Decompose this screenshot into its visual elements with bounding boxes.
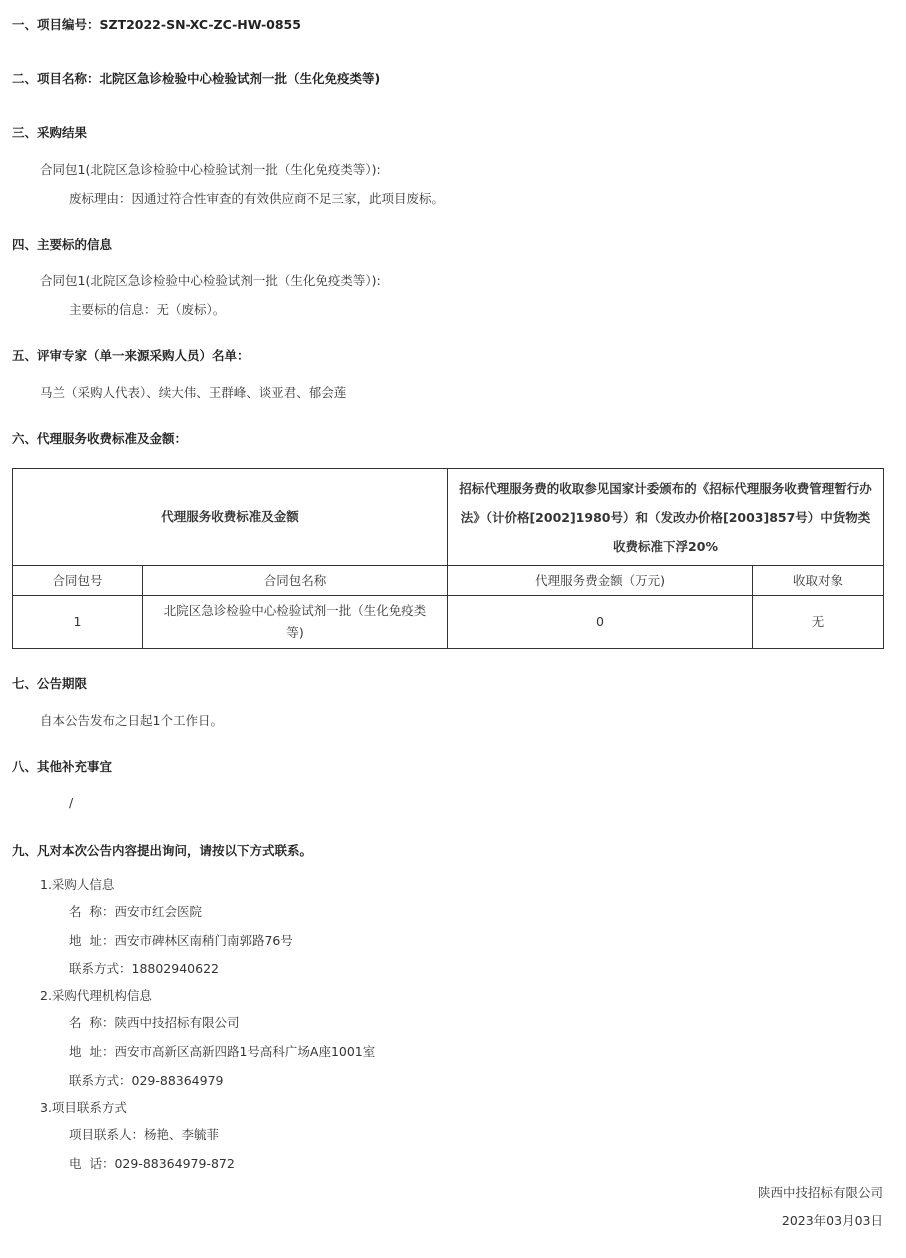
procurement-result-heading: 三、采购结果	[12, 125, 88, 140]
result-package-line: 合同包1(北院区急诊检验中心检验试剂一批（生化免疫类等）):	[40, 162, 381, 177]
agency-name: 名 称：陕西中技招标有限公司	[69, 1015, 240, 1030]
header-package-number: 合同包号	[13, 566, 143, 596]
notice-period-heading: 七、公告期限	[12, 676, 88, 691]
purchaser-phone: 联系方式：18802940622	[69, 961, 219, 976]
fee-standard-label: 代理服务收费标准及金额	[13, 469, 448, 566]
cell-charge-target: 无	[753, 596, 884, 649]
table-row	[13, 596, 884, 649]
fee-table-header-row	[13, 566, 884, 596]
header-charge-target: 收取对象	[753, 566, 884, 596]
main-item-heading: 四、主要标的信息	[12, 237, 113, 252]
footer-date: 2023年03月03日	[781, 1213, 883, 1228]
result-detail-line: 废标理由：因通过符合性审查的有效供应商不足三家，此项目废标。	[69, 191, 445, 206]
notice-period-text: 自本公告发布之日起1个工作日。	[40, 713, 223, 728]
header-fee-amount: 代理服务费金额（万元)	[448, 566, 753, 596]
project-number-heading: 一、项目编号：SZT2022-SN-XC-ZC-HW-0855	[12, 17, 301, 32]
cell-package-number: 1	[13, 596, 143, 649]
agency-address: 地 址：西安市高新区高新四路1号高科广场A座1001室	[69, 1044, 376, 1059]
other-matters-heading: 八、其他补充事宜	[12, 759, 113, 774]
purchaser-title: 1.采购人信息	[40, 877, 115, 892]
main-item-detail-line: 主要标的信息：无（废标）。	[69, 302, 226, 317]
main-item-package-line: 合同包1(北院区急诊检验中心检验试剂一批（生化免疫类等）):	[40, 273, 381, 288]
contact-heading: 九、凡对本次公告内容提出询问，请按以下方式联系。	[12, 843, 313, 858]
agency-fee-table	[12, 468, 884, 649]
footer-organization: 陕西中技招标有限公司	[757, 1185, 883, 1200]
header-package-name: 合同包名称	[143, 566, 448, 596]
cell-fee-amount: 0	[448, 596, 753, 649]
other-matters-text: /	[69, 795, 74, 810]
expert-list-heading: 五、评审专家（单一来源采购人员）名单：	[12, 348, 250, 363]
cell-package-name: 北院区急诊检验中心检验试剂一批（生化免疫类等)	[143, 596, 448, 649]
project-contact-title: 3.项目联系方式	[40, 1100, 127, 1115]
agency-title: 2.采购代理机构信息	[40, 988, 152, 1003]
purchaser-address: 地 址：西安市碑林区南稍门南郭路76号	[69, 933, 293, 948]
fee-standard-row	[13, 469, 884, 566]
agency-fee-heading: 六、代理服务收费标准及金额：	[12, 431, 188, 446]
agency-phone: 联系方式：029-88364979	[69, 1073, 224, 1088]
project-contact-phone: 电 话：029-88364979-872	[69, 1156, 235, 1171]
fee-standard-text: 招标代理服务费的收取参见国家计委颁布的《招标代理服务收费管理暂行办法》（计价格[2002]1980号）和（发改办价格[2003]857号）中货物类收费标准下浮20%	[448, 469, 884, 566]
expert-names: 马兰（采购人代表）、续大伟、王群峰、谈亚君、郁会莲	[40, 385, 347, 400]
project-name-heading: 二、项目名称：北院区急诊检验中心检验试剂一批（生化免疫类等)	[12, 71, 381, 86]
project-contact-person: 项目联系人：杨艳、李毓菲	[69, 1127, 220, 1142]
purchaser-name: 名 称：西安市红会医院	[69, 904, 202, 919]
